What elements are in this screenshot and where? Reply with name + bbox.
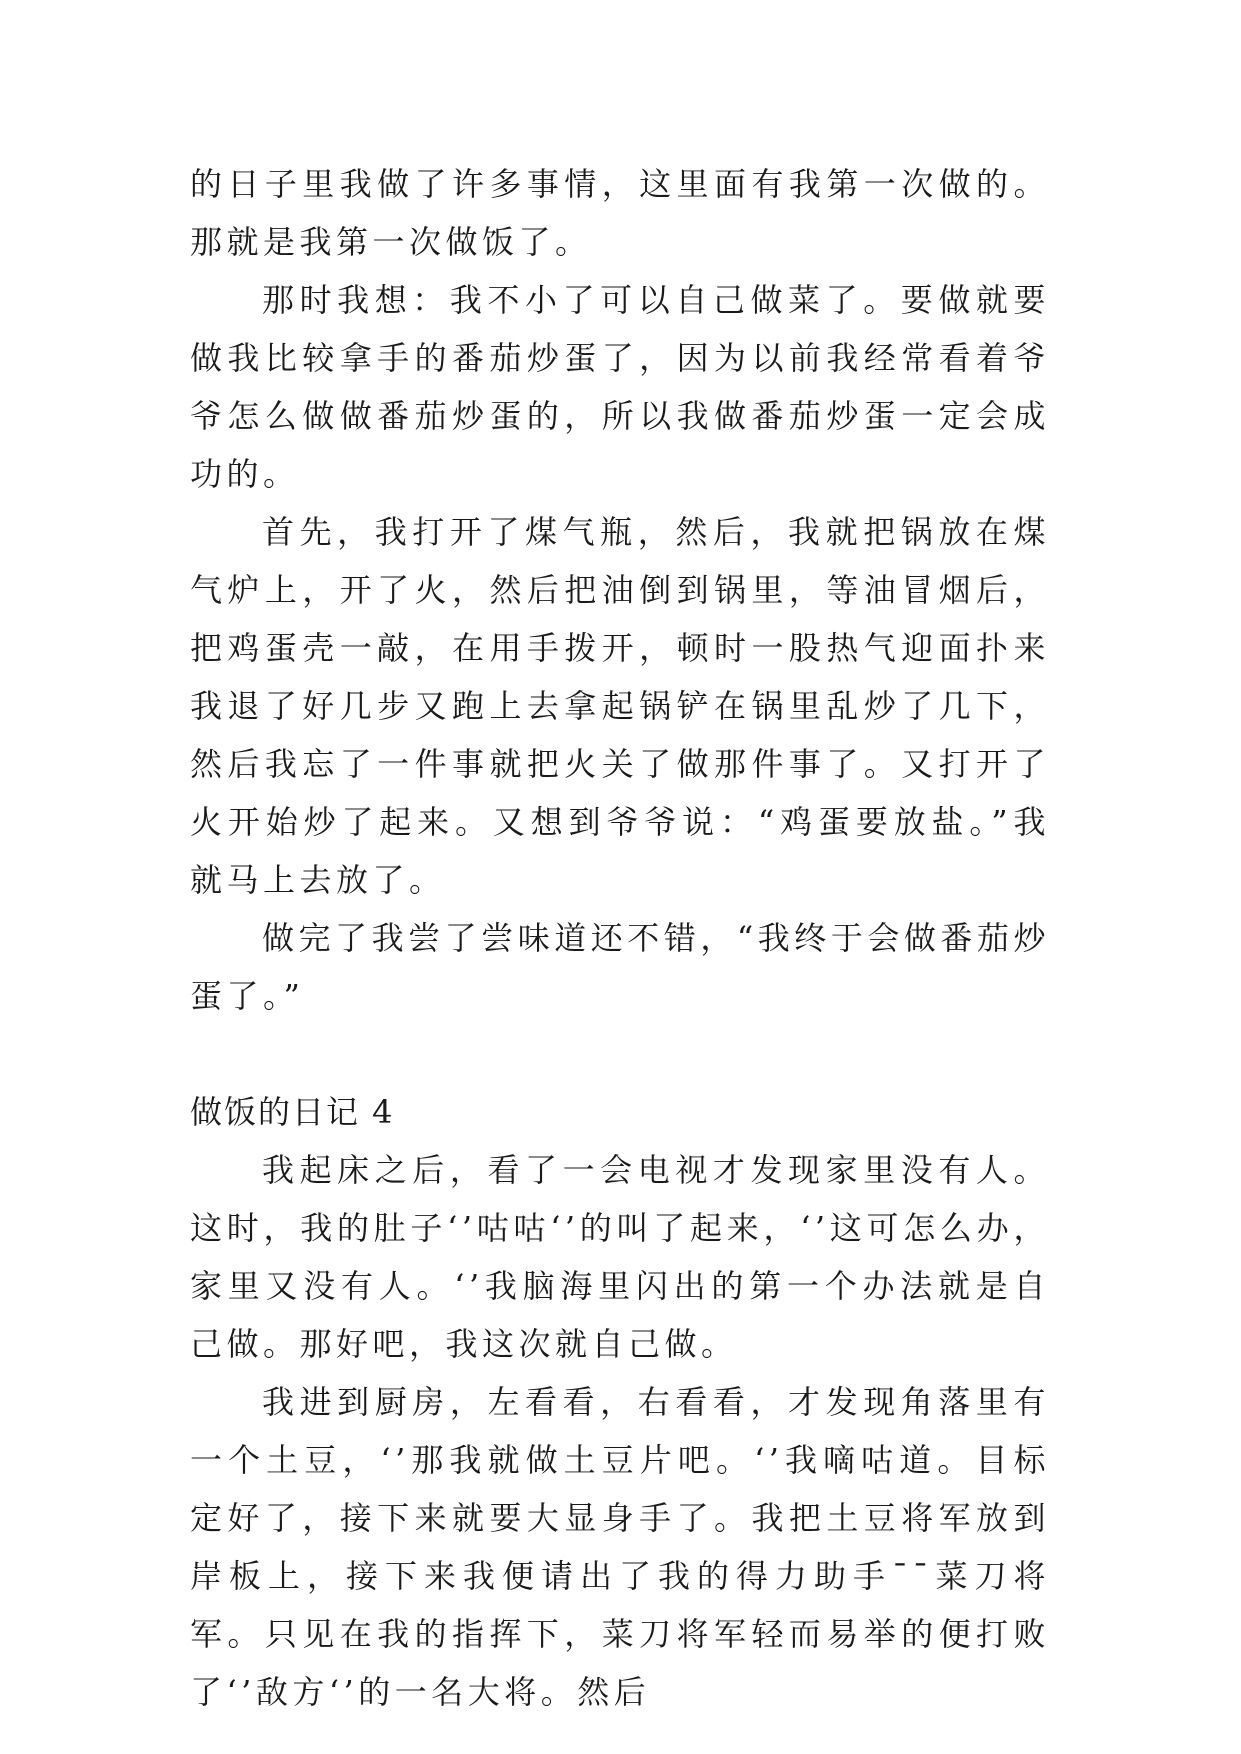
- paragraph-waking-up: 我起床之后，看了一会电视才发现家里没有人。这时，我的肚子‘’咕咕‘’的叫了起来，‘’这可怎么办，家里又没有人。‘’我脑海里闪出的第一个办法就是自己做。那好吧，我这次就自己做。: [190, 1151, 1050, 1363]
- section-title: 做饭的日记 4: [190, 1093, 395, 1131]
- document-body: [190, 155, 1050, 1721]
- paragraph-decision: 那时我想：我不小了可以自己做菜了。要做就要做我比较拿手的番茄炒蛋了，因为以前我经常看着爷爷怎么做做番茄炒蛋的，所以我做番茄炒蛋一定会成功的。: [190, 281, 1050, 493]
- paragraph-kitchen: 我进到厨房，左看看，右看看，才发现角落里有一个土豆，‘’那我就做土豆片吧。‘’我嘀咕道。目标定好了，接下来就要大显身手了。我把土豆将军放到岸板上，接下来我便请出了我的得力助手¯¯菜刀将军。只见在我的指挥下，菜刀将军轻而易举的便打败了‘’敌方‘’的一名大将。然后: [190, 1383, 1050, 1711]
- paragraph-continuation: 的日子里我做了许多事情，这里面有我第一次做的。那就是我第一次做饭了。: [190, 165, 1050, 261]
- paragraph-cooking-steps: 首先，我打开了煤气瓶，然后，我就把锅放在煤气炉上，开了火，然后把油倒到锅里，等油冒烟后，把鸡蛋壳一敲，在用手拨开，顿时一股热气迎面扑来我退了好几步又跑上去拿起锅铲在锅里乱炒了几下，然后我忘了一件事就把火关了做那件事了。又打开了火开始炒了起来。又想到爷爷说：“鸡蛋要放盐。”我就马上去放了。: [190, 513, 1050, 899]
- paragraph-conclusion: 做完了我尝了尝味道还不错，“我终于会做番茄炒蛋了。”: [190, 919, 1050, 1015]
